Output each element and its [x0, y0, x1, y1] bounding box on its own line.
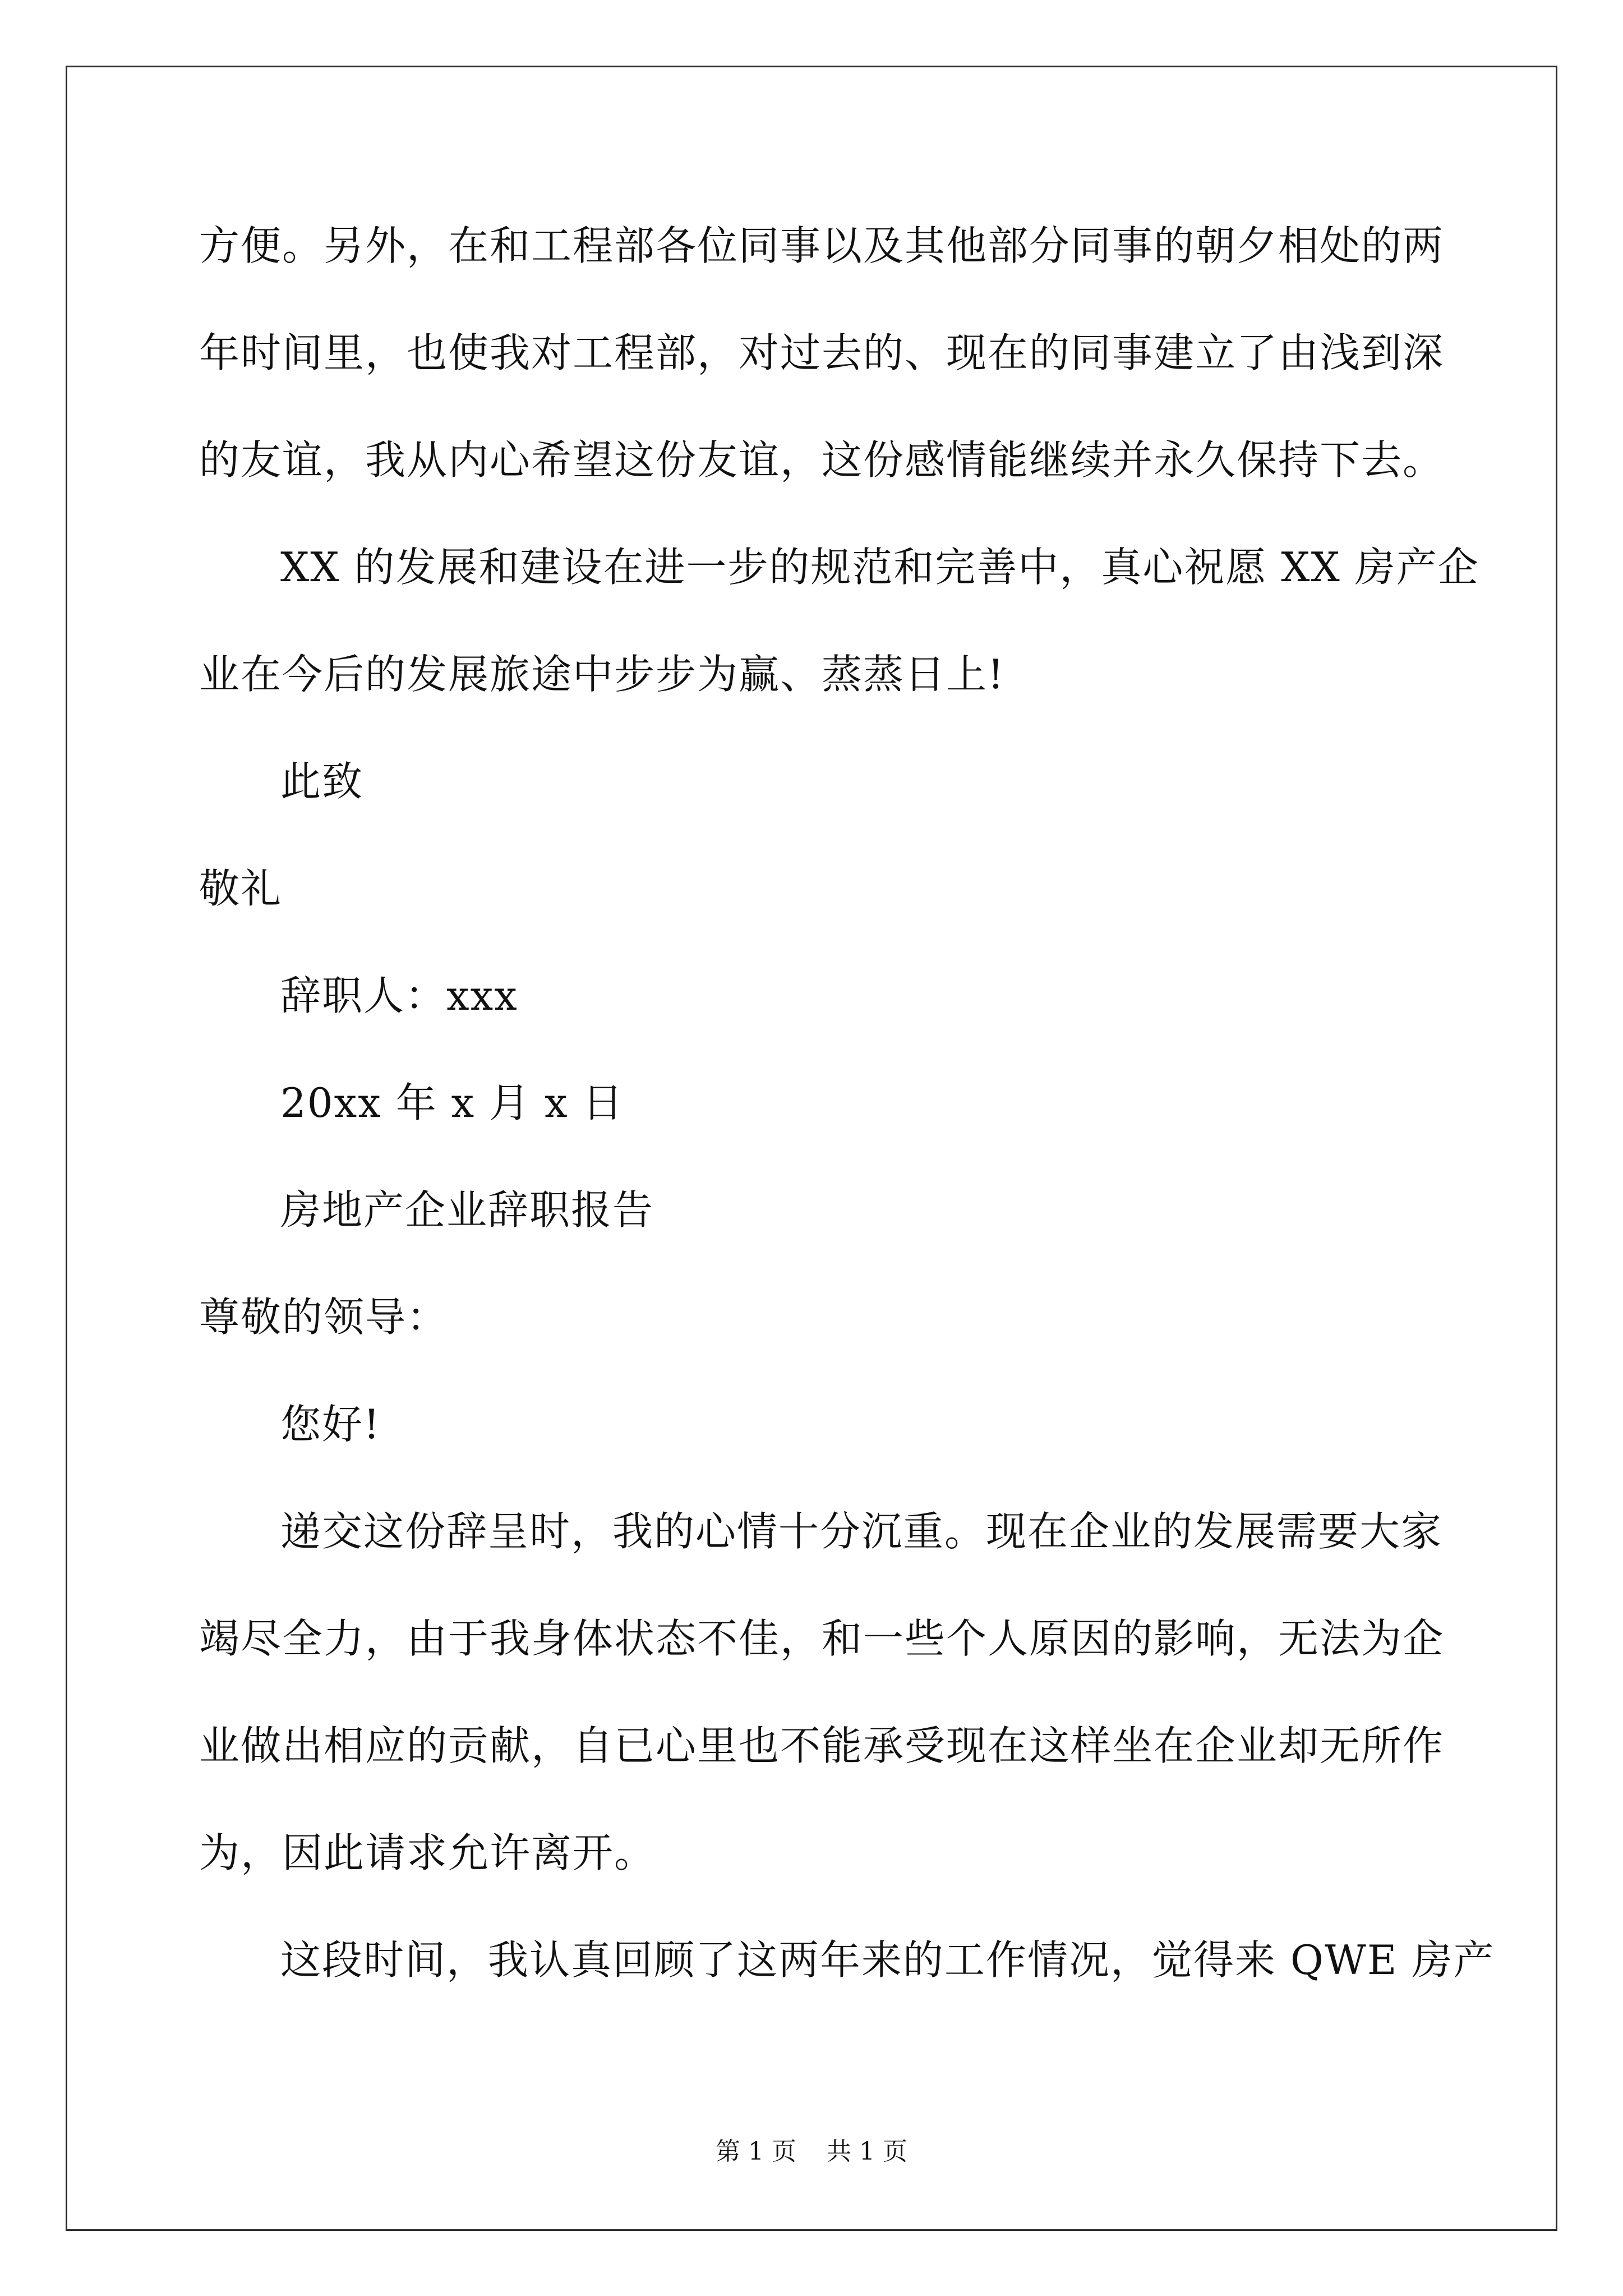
page-number-current: 第 1 页: [716, 2137, 796, 2166]
paragraph-line: 竭尽全力，由于我身体状态不佳，和一些个人原因的影响，无法为企: [199, 1615, 1445, 1662]
date-line: 20xx 年 x 月 x 日: [280, 1079, 624, 1126]
greeting: 您好!: [280, 1401, 381, 1448]
paragraph-line: 业在今后的发展旅途中步步为赢、蒸蒸日上!: [199, 651, 1005, 698]
paragraph-line: 这段时间，我认真回顾了这两年来的工作情况，觉得来 QWE 房产: [280, 1936, 1495, 1984]
paragraph-line: XX 的发展和建设在进一步的规范和完善中，真心祝愿 XX 房产企: [280, 544, 1479, 591]
paragraph-line: 的友谊，我从内心希望这份友谊，这份感情能继续并永久保持下去。: [199, 436, 1445, 484]
closing-regards: 敬礼: [199, 865, 283, 912]
page-footer: [0, 2136, 1623, 2168]
document-title: 房地产企业辞职报告: [280, 1186, 654, 1234]
document-body: [199, 219, 1495, 2040]
paragraph-line: 方便。另外，在和工程部各位同事以及其他部分同事的朝夕相处的两: [199, 222, 1445, 269]
paragraph-line: 递交这份辞呈时，我的心情十分沉重。现在企业的发展需要大家: [280, 1508, 1443, 1555]
paragraph-line: 年时间里，也使我对工程部，对过去的、现在的同事建立了由浅到深: [199, 329, 1445, 376]
signature-line: 辞职人：xxx: [280, 972, 518, 1019]
page-number-total: 共 1 页: [827, 2137, 907, 2166]
greeting-addressee: 尊敬的领导：: [199, 1294, 449, 1341]
paragraph-line: 为，因此请求允许离开。: [199, 1829, 656, 1876]
closing-salutation: 此致: [280, 758, 364, 805]
paragraph-line: 业做出相应的贡献，自已心里也不能承受现在这样坐在企业却无所作: [199, 1722, 1445, 1769]
